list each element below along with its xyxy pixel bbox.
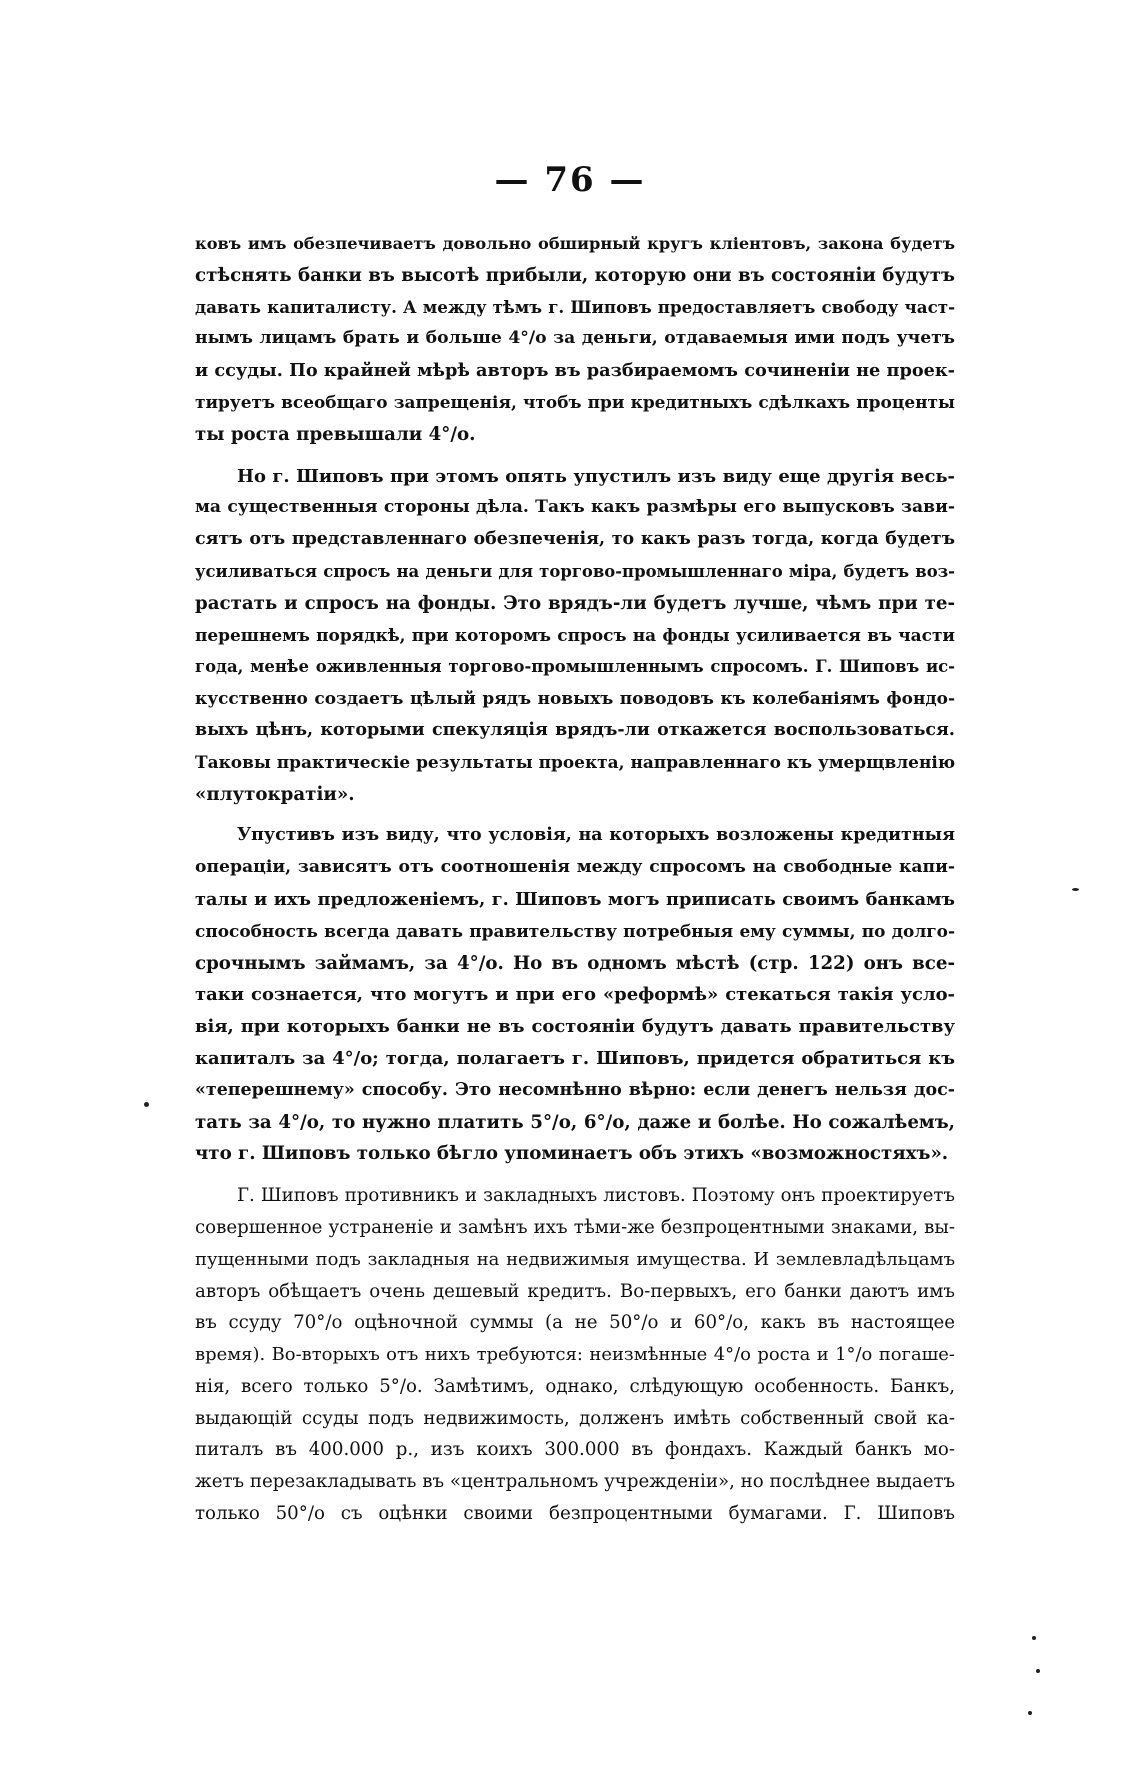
text-line: пущенными подъ закладныя на недвижимыя имущества. И землевладѣльцамъ bbox=[195, 1248, 955, 1270]
text-line: выхъ цѣнъ, которыми спекуляція врядъ-ли откажется воспользоваться. bbox=[195, 719, 955, 740]
text-line: тать за 4°/о, то нужно платить 5°/о, 6°/о, даже и болѣе. Но сожалѣемъ, bbox=[195, 1111, 955, 1133]
text-line: что г. Шиповъ только бѣгло упоминаетъ объ этихъ «возможностяхъ». bbox=[195, 1143, 949, 1165]
paragraph-3 bbox=[195, 820, 955, 1170]
text-line: срочнымъ займамъ, за 4°/о. Но въ одномъ мѣстѣ (стр. 122) онъ все- bbox=[195, 952, 955, 974]
paragraph-1 bbox=[195, 228, 955, 451]
text-line: таки сознается, что могутъ и при его «реформѣ» стекаться такія усло- bbox=[195, 984, 955, 1006]
text-line: кусственно создаетъ цѣлый рядъ новыхъ поводовъ къ колебаніямъ фондо- bbox=[195, 688, 955, 709]
text-line: нымъ лицамъ брать и больше 4°/о за деньги, отдаваемыя ими подъ учетъ bbox=[195, 328, 955, 349]
text-line: совершенное устраненіе и замѣнъ ихъ тѣми-же безпроцентными знаками, вы- bbox=[195, 1216, 955, 1238]
text-line: вія, при которыхъ банки не въ состояніи будутъ давать правительству bbox=[195, 1016, 955, 1038]
text-line: «плутократіи». bbox=[195, 783, 355, 805]
text-line: и ссуды. По крайней мѣрѣ авторъ въ разбираемомъ сочиненіи не проек- bbox=[195, 360, 955, 382]
body-text bbox=[195, 228, 955, 1540]
text-line: перешнемъ порядкѣ, при которомъ спросъ на фонды усиливается въ части bbox=[195, 624, 955, 645]
text-line: года, менѣе оживленныя торгово-промышленнымъ спросомъ. Г. Шиповъ ис- bbox=[195, 657, 955, 677]
text-line: ма существенныя стороны дѣла. Такъ какъ размѣры его выпусковъ зави- bbox=[195, 497, 955, 518]
paragraph-2 bbox=[195, 461, 955, 811]
paragraph-4 bbox=[195, 1180, 955, 1530]
scan-speck bbox=[144, 1102, 149, 1107]
text-line: капиталъ за 4°/о; тогда, полагаетъ г. Шиповъ, придется обратиться къ bbox=[195, 1047, 955, 1069]
text-line: растать и спросъ на фонды. Это врядъ-ли будетъ лучше, чѣмъ при те- bbox=[195, 592, 955, 614]
text-line: только 50°/о съ оцѣнки своими безпроцентными бумагами. Г. Шиповъ bbox=[195, 1503, 955, 1525]
text-line: стѣснять банки въ высотѣ прибыли, которую они въ состояніи будутъ bbox=[195, 264, 955, 286]
text-line: «теперешнему» способу. Это несомнѣнно вѣрно: если денегъ нельзя дос- bbox=[195, 1079, 955, 1100]
text-line: сятъ отъ представленнаго обезпеченія, то какъ разъ тогда, когда будетъ bbox=[195, 529, 955, 550]
text-line: нія, всего только 5°/о. Замѣтимъ, однако, слѣдующую особенность. Банкъ, bbox=[195, 1375, 955, 1397]
text-line: авторъ обѣщаетъ очень дешевый кредитъ. Во-первыхъ, его банки даютъ имъ bbox=[195, 1280, 955, 1302]
text-line: питалъ въ 400.000 р., изъ коихъ 300.000 въ фондахъ. Каждый банкъ мо- bbox=[195, 1439, 955, 1461]
text-line: жетъ перезакладывать въ «центральномъ учрежденіи», но послѣднее выдаетъ bbox=[195, 1471, 956, 1493]
text-line: Упустивъ изъ виду, что условія, на которыхъ возложены кредитныя bbox=[237, 825, 955, 846]
scan-speck bbox=[1028, 1711, 1032, 1715]
text-line: давать капиталисту. А между тѣмъ г. Шиповъ предоставляетъ свободу част- bbox=[195, 296, 955, 317]
text-line: талы и ихъ предложеніемъ, г. Шиповъ могъ приписать своимъ банкамъ bbox=[195, 888, 955, 910]
text-line: въ ссуду 70°/о оцѣночной суммы (а не 50°/о и 60°/о, какъ въ настоящее bbox=[195, 1312, 955, 1334]
text-line: Г. Шиповъ противникъ и закладныхъ листовъ. Поэтому онъ проектируетъ bbox=[237, 1185, 955, 1207]
text-line: Но г. Шиповъ при этомъ опять упустилъ изъ виду еще другія весь- bbox=[237, 465, 955, 487]
text-line: Таковы практическіе результаты проекта, направленнаго къ умерщвленію bbox=[195, 751, 956, 772]
page-number: — 76 — bbox=[494, 160, 646, 200]
text-line: способность всегда давать правительству потребныя ему суммы, по долго- bbox=[195, 920, 955, 941]
text-line: тируетъ всеобщаго запрещенія, чтобъ при кредитныхъ сдѣлкахъ проценты bbox=[195, 391, 955, 412]
text-line: время). Во-вторыхъ отъ нихъ требуются: неизмѣнные 4°/о роста и 1°/о погаше- bbox=[195, 1344, 955, 1366]
text-line: выдающій ссуды подъ недвижимость, долженъ имѣть собственный свой ка- bbox=[195, 1407, 955, 1429]
text-line: ковъ имъ обезпечиваетъ довольно обширный кругъ кліентовъ, закона будетъ bbox=[195, 234, 955, 253]
scan-speck bbox=[1036, 1669, 1040, 1673]
text-line: операціи, зависятъ отъ соотношенія между спросомъ на свободные капи- bbox=[195, 857, 955, 878]
scan-speck bbox=[1072, 888, 1079, 891]
text-line: ты роста превышали 4°/о. bbox=[195, 423, 476, 445]
text-line: усиливаться спросъ на деньги для торгово-промышленнаго міра, будетъ воз- bbox=[195, 561, 955, 581]
scan-speck bbox=[1032, 1636, 1036, 1640]
